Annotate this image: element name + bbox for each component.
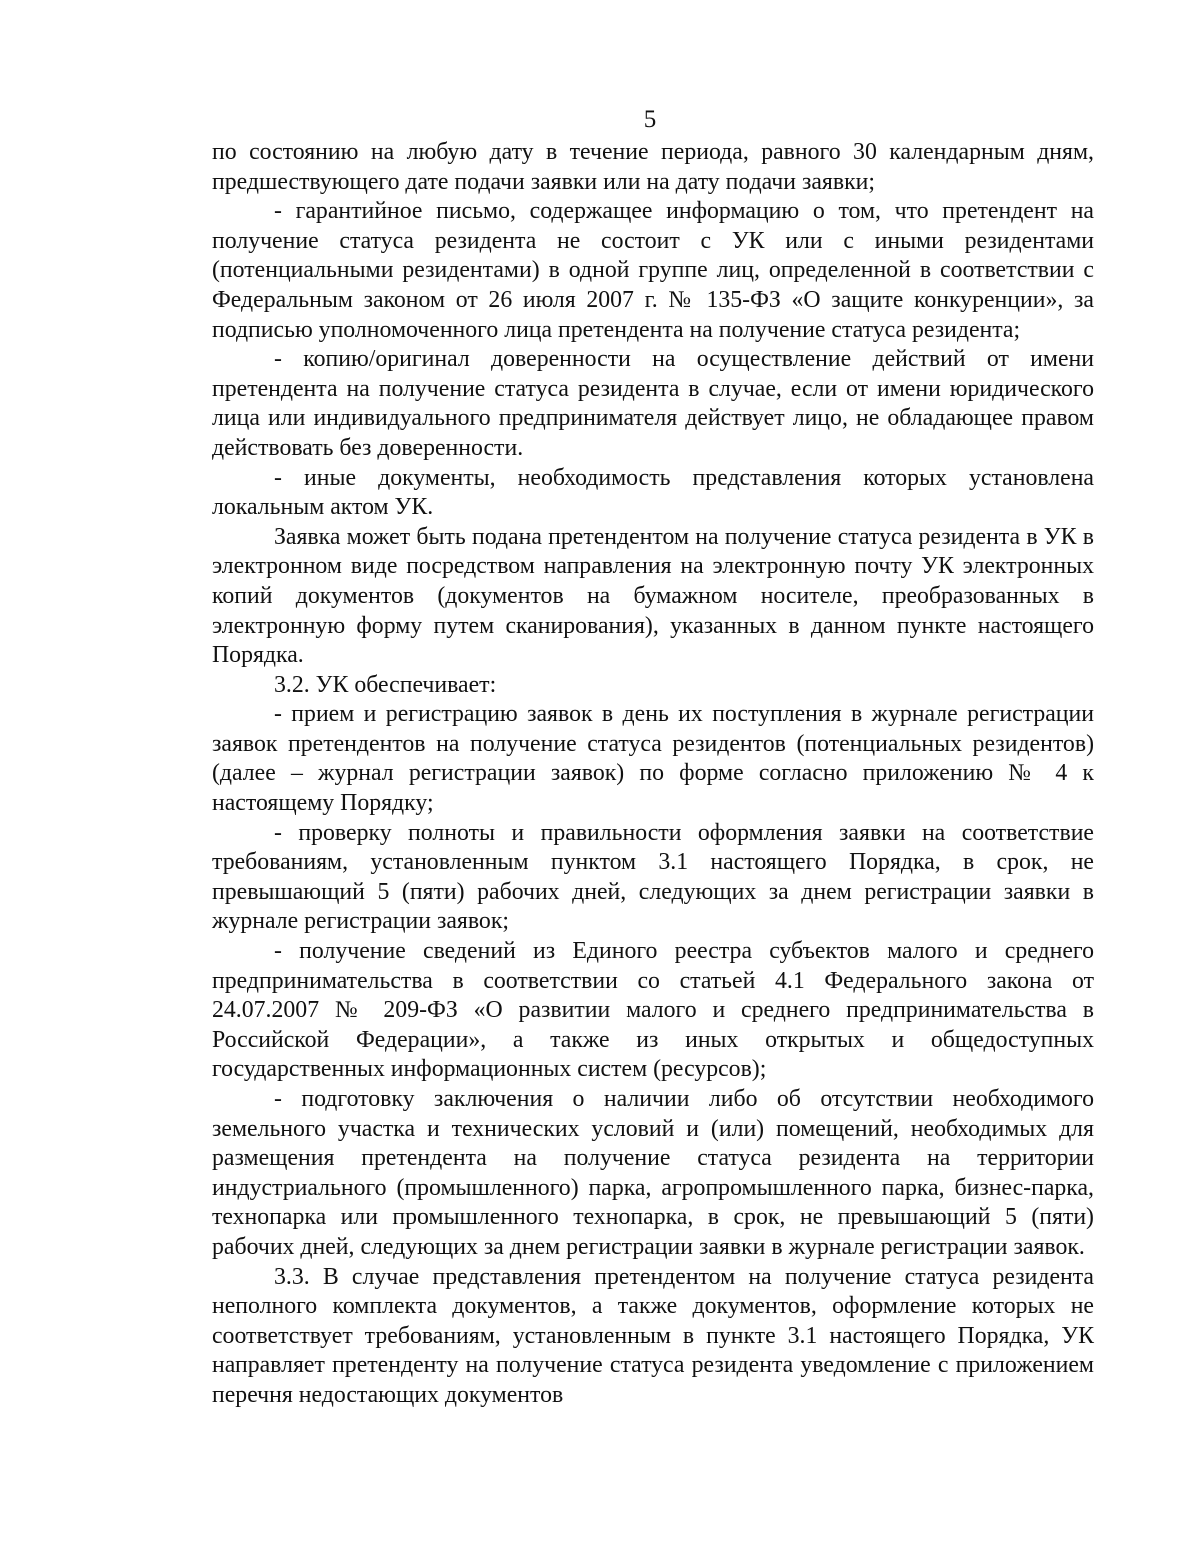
paragraph: - иные документы, необходимость представления которых установлена локальным актом УК. xyxy=(212,464,1094,521)
paragraph: - получение сведений из Единого реестра субъектов малого и среднего предпринимательства в соответствии со статьей 4.1 Федерального закона от 24.07.2007 № 209-ФЗ «О развитии малого и среднего предпринимательства в Российской Федерации», а также из иных открытых и общедоступных государственных информационных систем (ресурсов); xyxy=(212,938,1094,1083)
section-heading: 3.2. УК обеспечивает: xyxy=(274,671,497,698)
paragraph: - проверку полноты и правильности оформления заявки на соответствие требованиям, установленным пунктом 3.1 настоящего Порядка, в срок, не превышающий 5 (пяти) рабочих дней, следующих за днем регистрации заявки в журнале регистрации заявок; xyxy=(212,819,1094,935)
paragraph: по состоянию на любую дату в течение периода, равного 30 календарным дням, предшествующего дате подачи заявки или на дату подачи заявки; xyxy=(212,139,1094,195)
paragraph: Заявка может быть подана претендентом на получение статуса резидента в УК в электронном виде посредством направления на электронную почту УК электронных копий документов (документов на бумажном носителе, преобразованных в электронную форму путем сканирования), указанных в данном пункте настоящего Порядка. xyxy=(212,523,1094,669)
paragraph: 3.3. В случае представления претендентом на получение статуса резидента неполного комплекта документов, а также документов, оформление которых не соответствует требованиям, установленным в пункте 3.1 настоящего Порядка, УК направляет претенденту на получение статуса резидента уведомление с приложением перечня недостающих документов xyxy=(212,1263,1094,1408)
paragraph: - гарантийное письмо, содержащее информацию о том, что претендент на получение статуса резидента не состоит с УК или с иными резидентами (потенциальными резидентами) в одной группе лиц, определенной в соответствии с Федеральным законом от 26 июля 2007 г. № 135-ФЗ «О защите конкуренции», за подписью уполномоченного лица претендента на получение статуса резидента; xyxy=(212,198,1094,343)
document-body xyxy=(212,138,1094,1411)
paragraph: - прием и регистрацию заявок в день их поступления в журнале регистрации заявок претендентов на получение статуса резидентов (потенциальных резидентов) (далее – журнал регистрации заявок) по форме согласно приложению № 4 к настоящему Порядку; xyxy=(212,701,1094,817)
page-number: 5 xyxy=(643,106,657,133)
paragraph: - копию/оригинал доверенности на осуществление действий от имени претендента на получение статуса резидента в случае, если от имени юридического лица или индивидуального предпринимателя действует лицо, не обладающее правом действовать без доверенности. xyxy=(212,346,1094,461)
paragraph: - подготовку заключения о наличии либо об отсутствии необходимого земельного участка и технических условий и (или) помещений, необходимых для размещения претендента на получение статуса резидента на территории индустриального (промышленного) парка, агропромышленного парка, бизнес-парка, технопарка или промышленного технопарка, в срок, не превышающий 5 (пяти) рабочих дней, следующих за днем регистрации заявки в журнале регистрации заявок. xyxy=(212,1086,1094,1260)
